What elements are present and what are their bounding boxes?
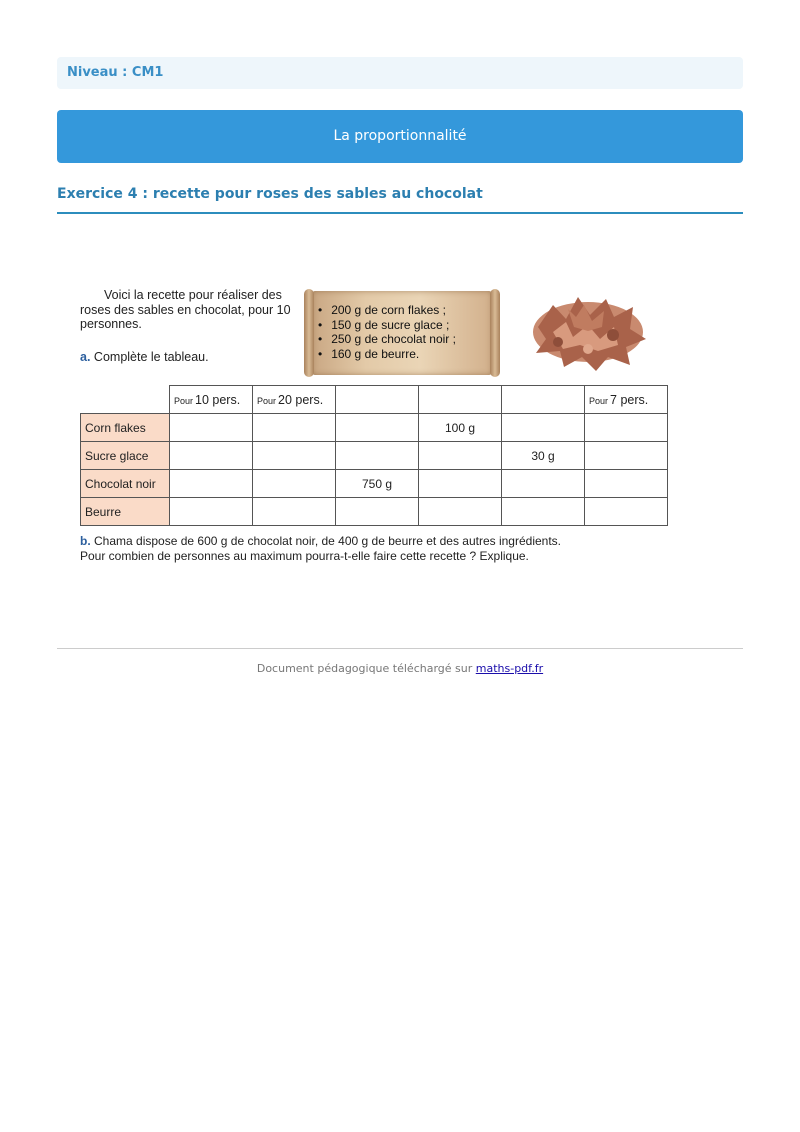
table-cell (170, 442, 253, 470)
table-cell: 100 g (419, 414, 502, 442)
table-cell (502, 414, 585, 442)
recipe-table (80, 385, 668, 526)
table-row (81, 470, 668, 498)
table-cell (253, 470, 336, 498)
question-a-text: Complète le tableau. (93, 350, 209, 364)
question-a (80, 350, 209, 364)
question-a-letter: a. (80, 350, 91, 364)
question-b (80, 534, 680, 563)
table-cell (419, 498, 502, 526)
table-row (81, 442, 668, 470)
row-label: Chocolat noir (81, 470, 170, 498)
table-cell (253, 442, 336, 470)
table-header-row (81, 386, 668, 414)
table-cell (585, 498, 668, 526)
question-b-line1: Chama dispose de 600 g de chocolat noir, de 400 g de beurre et des autres ingrédients. (94, 534, 561, 548)
row-label: Sucre glace (81, 442, 170, 470)
exercise-title: Exercice 4 : recette pour roses des sables au chocolat (57, 186, 483, 202)
question-b-letter: b. (80, 534, 91, 548)
table-row (81, 414, 668, 442)
table-header-cell: Pour 7 pers. (585, 386, 668, 414)
table-corner (81, 386, 170, 414)
table-header-cell (336, 386, 419, 414)
level-label: Niveau : CM1 (57, 57, 743, 89)
footer-divider (57, 648, 743, 649)
footer-text: Document pédagogique téléchargé sur (256, 662, 476, 675)
recipe-scroll (304, 289, 500, 377)
table-cell (419, 470, 502, 498)
table-cell (253, 414, 336, 442)
ingredient-item: • 160 g de beurre. (318, 347, 456, 362)
row-label: Corn flakes (81, 414, 170, 442)
table-row (81, 498, 668, 526)
page-title: La proportionnalité (57, 110, 743, 163)
table-cell (253, 498, 336, 526)
ingredient-item: • 250 g de chocolat noir ; (318, 332, 456, 347)
table-header-cell: Pour 10 pers. (170, 386, 253, 414)
ingredient-list (318, 303, 456, 361)
table-cell (419, 442, 502, 470)
table-header-cell: Pour 20 pers. (253, 386, 336, 414)
table-cell (585, 470, 668, 498)
question-b-line2: Pour combien de personnes au maximum pourra-t-elle faire cette recette ? Explique. (80, 548, 529, 563)
table-cell (336, 442, 419, 470)
table-header-cell (502, 386, 585, 414)
row-label: Beurre (81, 498, 170, 526)
table-cell (170, 470, 253, 498)
table-cell: 750 g (336, 470, 419, 498)
exercise-figure (78, 285, 678, 575)
sand-rose-image (518, 287, 653, 377)
ingredient-item: • 150 g de sucre glace ; (318, 318, 456, 333)
table-cell (585, 442, 668, 470)
footer-link[interactable]: maths-pdf.fr (475, 662, 544, 675)
table-header-cell (419, 386, 502, 414)
table-cell: 30 g (502, 442, 585, 470)
table-cell (502, 498, 585, 526)
title-divider (57, 212, 743, 214)
table-cell (585, 414, 668, 442)
table-cell (336, 414, 419, 442)
table-cell (502, 470, 585, 498)
footer (57, 662, 743, 675)
ingredient-item: • 200 g de corn flakes ; (318, 303, 456, 318)
table-cell (336, 498, 419, 526)
intro-text: Voici la recette pour réaliser des roses des sables en chocolat, pour 10 personnes. (80, 288, 291, 331)
table-cell (170, 414, 253, 442)
table-cell (170, 498, 253, 526)
